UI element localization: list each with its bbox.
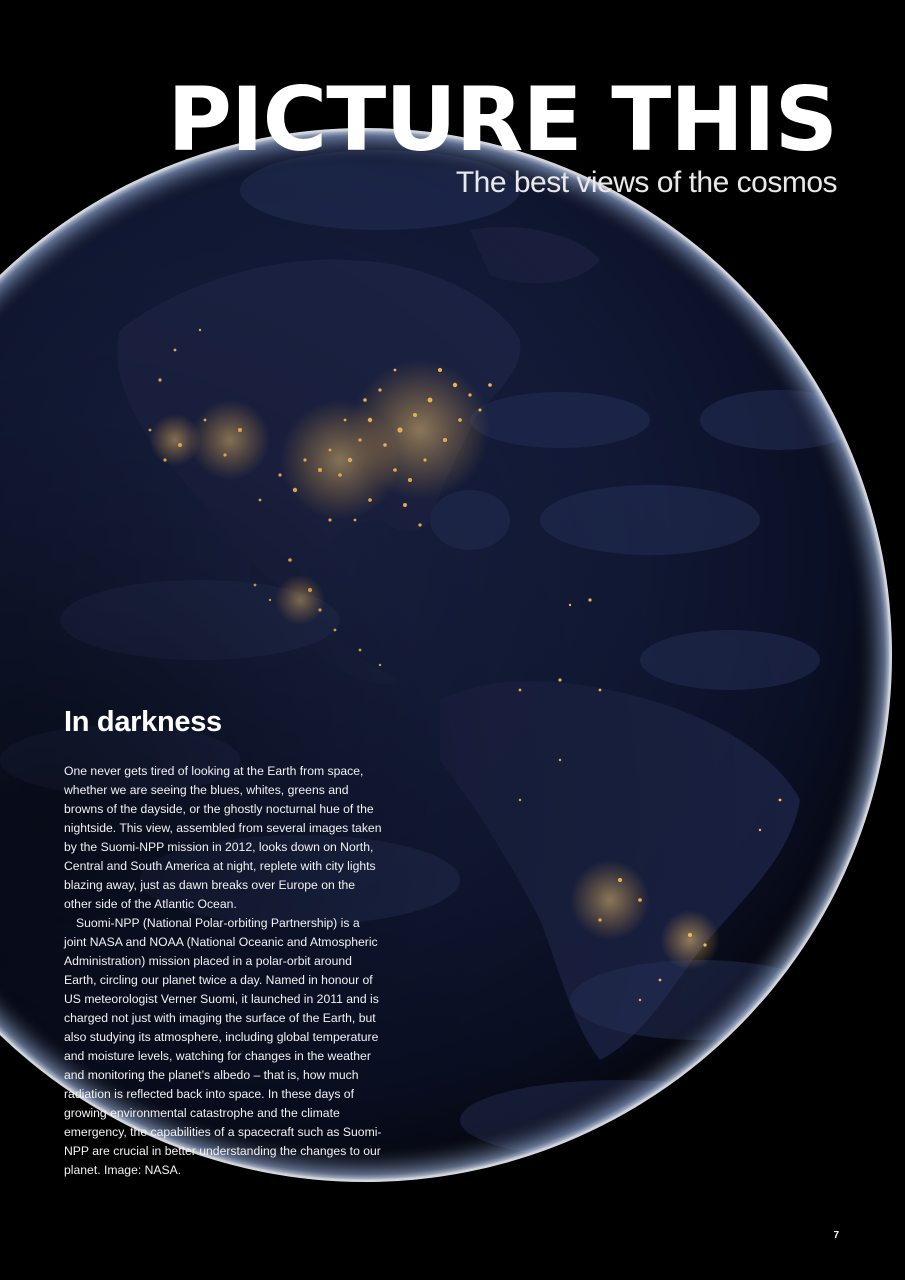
section-subtitle: The best views of the cosmos (455, 166, 837, 199)
article-paragraph: Suomi-NPP (National Polar-orbiting Partnership) is a joint NASA and NOAA (National Oceanic and Atmospheric Administration) mission placed in a polar-orbit around Earth, circling our planet twice a day. Named in honour of US meteorologist Verner Suomi, it launched in 2011 and is charged not just with imaging the surface of the Earth, but also studying its atmosphere, including global temperature and moisture levels, watching for changes in the weather and monitoring the planet’s albedo – that is, how much radiation is reflected back into space. In these days of growing environmental catastrophe and the climate emergency, the capabilities of a spacecraft such as Suomi-NPP are crucial in better understanding the changes to our planet. Image: NASA. (64, 916, 382, 1177)
article-body (64, 762, 384, 1180)
article-heading: In darkness (64, 706, 222, 738)
section-title: PICTURE THIS (167, 68, 837, 171)
page-number: 7 (833, 1230, 839, 1241)
article-paragraph: One never gets tired of looking at the Earth from space, whether we are seeing the blues, whites, greens and browns of the dayside, or the ghostly nocturnal hue of the nightside. This view, assembled from several images taken by the Suomi-NPP mission in 2012, looks down on North, Central and South America at night, replete with city lights blazing away, just as dawn breaks over Europe on the other side of the Atlantic Ocean. (64, 764, 382, 911)
